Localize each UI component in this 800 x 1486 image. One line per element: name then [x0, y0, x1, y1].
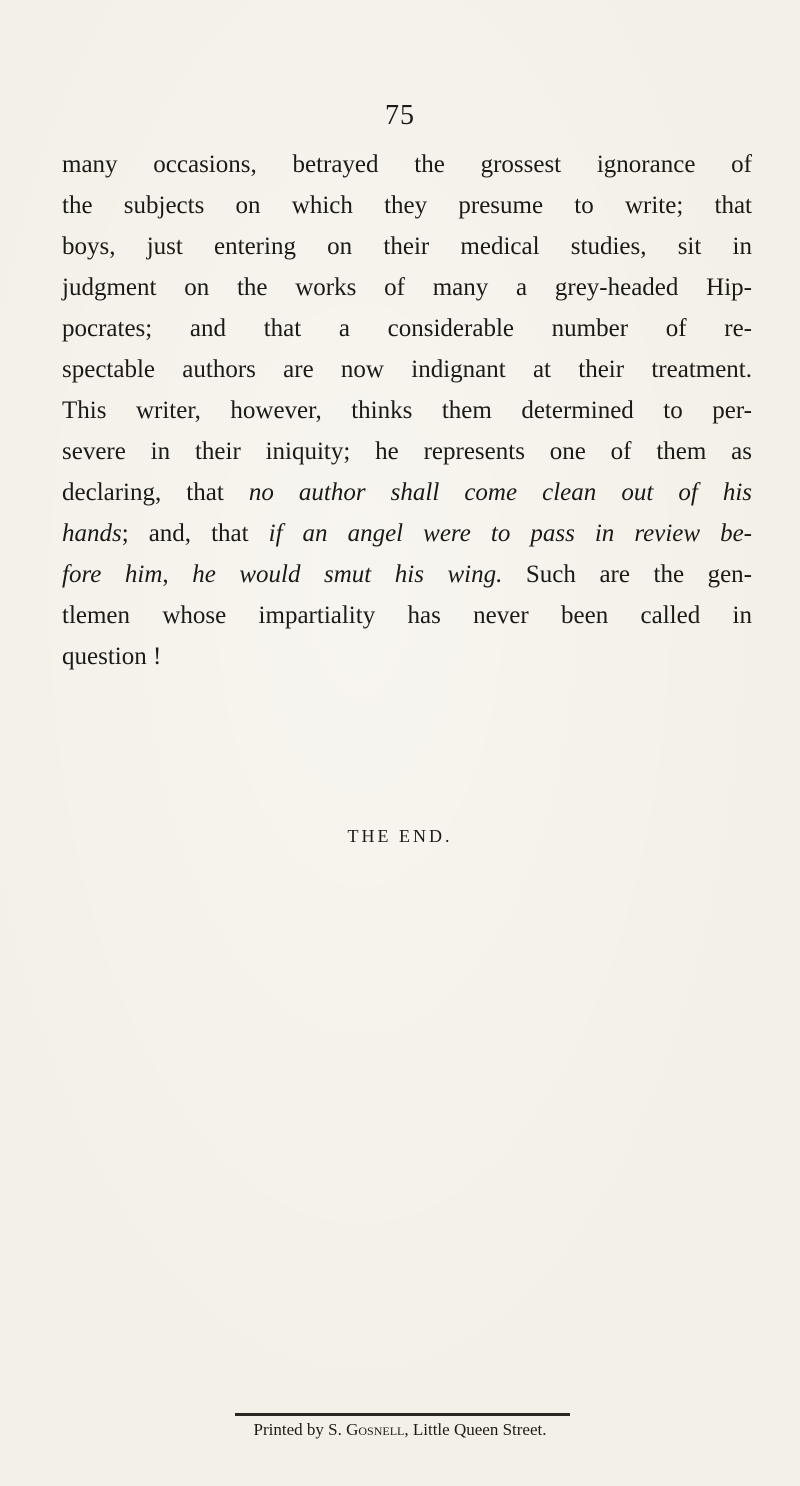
printer-rule-divider: [235, 1413, 570, 1416]
page-number: 75: [385, 100, 415, 131]
text-segment: severe in their iniquity; he represents one of them as: [62, 438, 752, 465]
body-paragraph: [62, 144, 752, 677]
the-end-heading: THE END.: [347, 826, 453, 846]
italic-phrase: if an angel were to pass in review be-: [268, 520, 752, 547]
text-line: [62, 554, 752, 595]
printer-name: Gosnell: [346, 1420, 405, 1439]
text-line: [62, 390, 752, 431]
text-line: [62, 185, 752, 226]
italic-phrase: hands: [62, 520, 122, 547]
italic-phrase: fore him: [62, 561, 163, 588]
text-segment: boys, just entering on their medical studies, sit in: [62, 233, 752, 260]
text-line: [62, 308, 752, 349]
text-line: [62, 513, 752, 554]
text-segment: ; and, that: [121, 520, 269, 547]
printer-suffix: , Little Queen Street.: [404, 1420, 547, 1439]
text-line: [62, 472, 752, 513]
printer-prefix: Printed by S.: [253, 1420, 347, 1439]
text-segment: the subjects on which they presume to write; that: [62, 192, 752, 219]
text-line: [62, 144, 752, 185]
text-segment: judgment on the works of many a grey-headed Hip-: [62, 274, 752, 301]
text-line: [62, 267, 752, 308]
text-segment: This writer, however, thinks them determined to per-: [62, 397, 752, 424]
text-segment: Such are the gen-: [502, 561, 753, 588]
printer-imprint: [0, 1420, 800, 1440]
italic-phrase: he would smut his wing.: [192, 561, 503, 588]
text-line: [62, 595, 752, 636]
text-segment: ,: [162, 561, 193, 588]
text-segment: pocrates; and that a considerable number of re-: [62, 315, 752, 342]
text-line: [62, 349, 752, 390]
text-segment: tlemen whose impartiality has never been called in: [62, 602, 752, 629]
italic-phrase: no author shall come clean out of his: [248, 479, 752, 506]
text-segment: many occasions, betrayed the grossest ignorance of: [62, 151, 752, 178]
text-line: [62, 636, 752, 677]
text-segment: question !: [62, 643, 162, 670]
text-segment: spectable authors are now indignant at their treatment.: [62, 356, 752, 383]
text-segment: declaring, that: [62, 479, 249, 506]
text-line: [62, 431, 752, 472]
text-line: [62, 226, 752, 267]
